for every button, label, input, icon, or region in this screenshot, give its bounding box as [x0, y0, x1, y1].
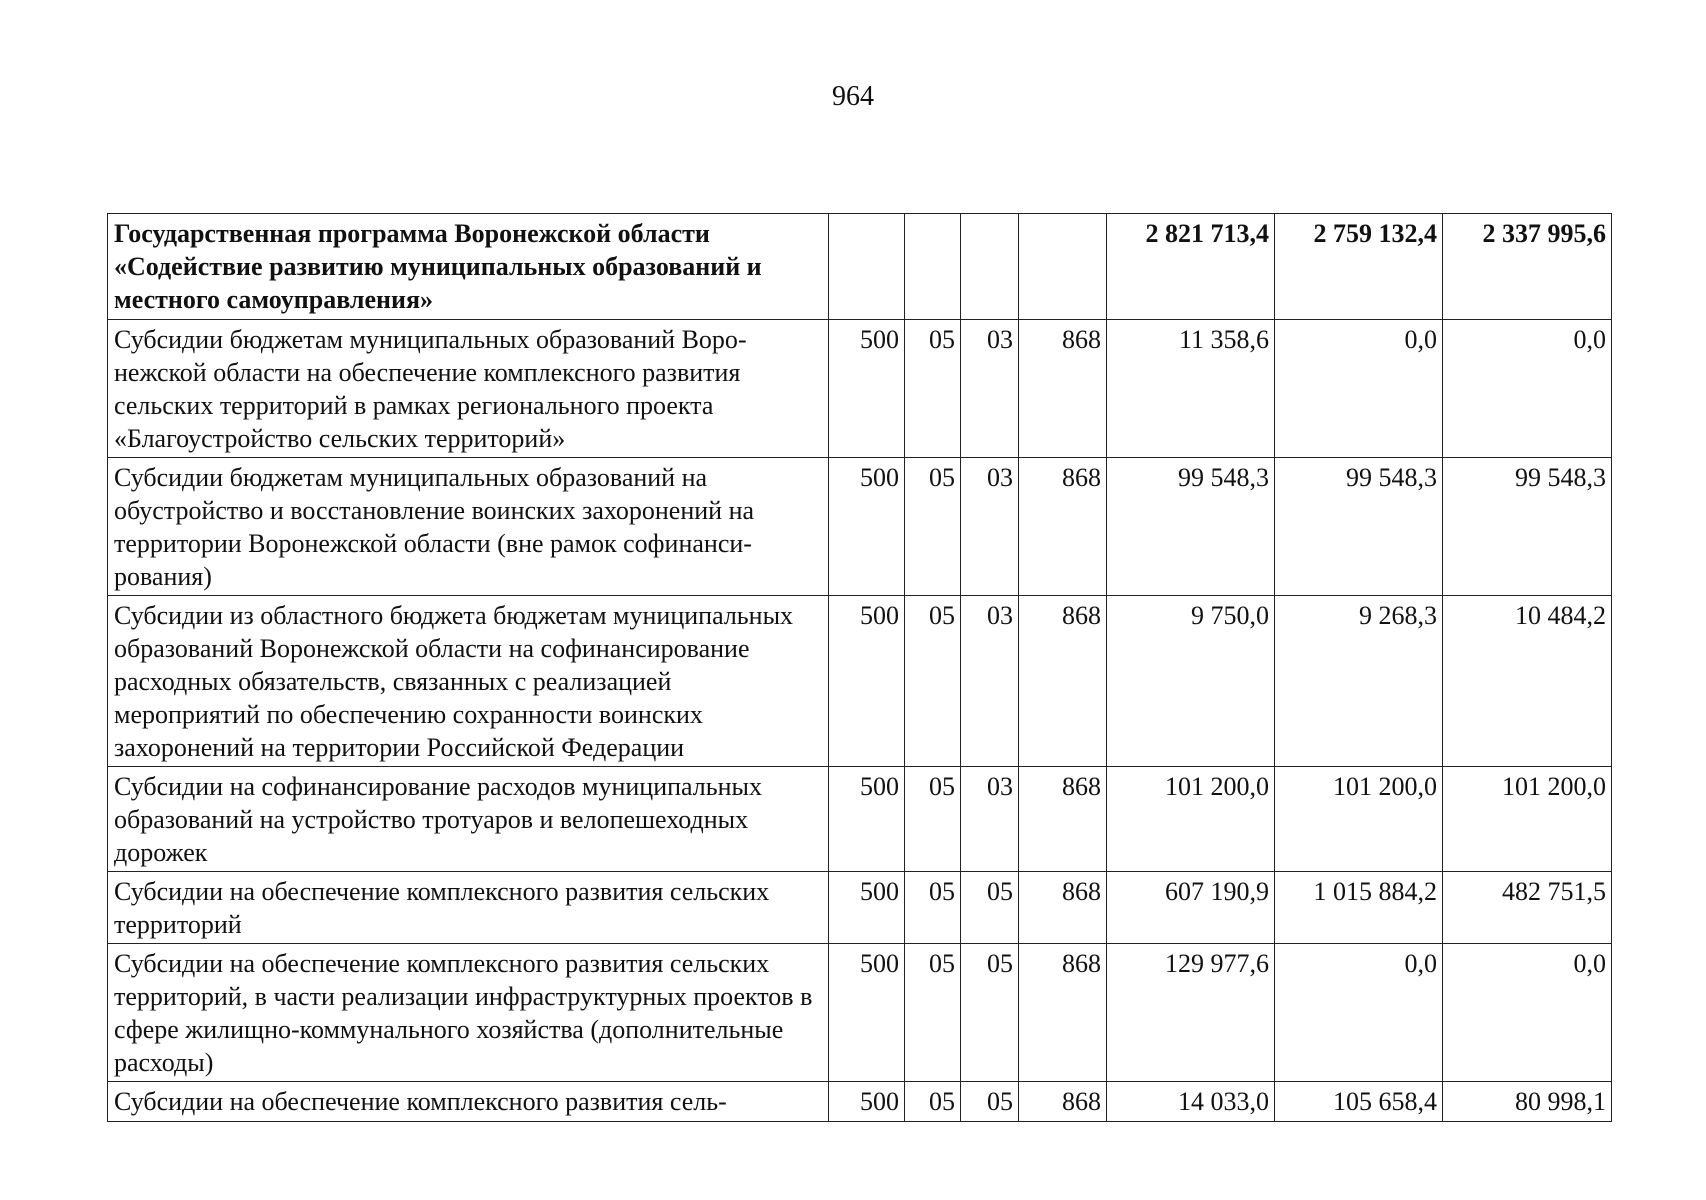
code-4-cell: 868: [1019, 1082, 1107, 1122]
amount-year-2: 9 268,3: [1275, 596, 1443, 767]
amount-year-3: 482 751,5: [1443, 872, 1612, 944]
amount-year-1: 607 190,9: [1107, 872, 1275, 944]
amount-year-2: 99 548,3: [1275, 458, 1443, 596]
code-2-cell: 05: [905, 944, 961, 1082]
code-3-cell: 03: [961, 320, 1019, 458]
code-2-cell: 05: [905, 458, 961, 596]
amount-year-3: 0,0: [1443, 944, 1612, 1082]
amount-year-2: 105 658,4: [1275, 1082, 1443, 1122]
code-1-cell: 500: [829, 458, 905, 596]
amount-year-3: 2 337 995,6: [1443, 214, 1612, 320]
amount-year-1: 129 977,6: [1107, 944, 1275, 1082]
code-3-cell: 03: [961, 458, 1019, 596]
amount-year-2: 2 759 132,4: [1275, 214, 1443, 320]
program-name: Государственная программа Воронежской области «Содействие развитию муниципальных образований и местного самоуправления»: [108, 214, 829, 320]
code-3-cell: 05: [961, 872, 1019, 944]
amount-year-2: 0,0: [1275, 320, 1443, 458]
code-2-cell: 05: [905, 872, 961, 944]
amount-year-2: 1 015 884,2: [1275, 872, 1443, 944]
row-description: Субсидии бюджетам муниципальных образований Воронежской области на обеспечение комплексного развития сельских территорий в рамках регионального проекта «Благоустройство сельских территорий»: [108, 320, 829, 458]
budget-table: [107, 213, 1612, 1122]
code-2-cell: 05: [905, 320, 961, 458]
amount-year-1: 14 033,0: [1107, 1082, 1275, 1122]
amount-year-1: 2 821 713,4: [1107, 214, 1275, 320]
code-3-cell: 05: [961, 944, 1019, 1082]
code-2-cell: 05: [905, 1082, 961, 1122]
code-1-cell: 500: [829, 872, 905, 944]
row-description: Субсидии на обеспечение комплексного развития сель-: [108, 1082, 829, 1122]
amount-year-1: 99 548,3: [1107, 458, 1275, 596]
page-number: 964: [832, 81, 874, 112]
row-description: Субсидии на обеспечение комплексного развития сельских территорий, в части реализации инфраструктурных проектов в сфере жилищно-коммунального хозяйства (дополнительные расходы): [108, 944, 829, 1082]
table-row: [108, 872, 1612, 944]
code-1-cell: 500: [829, 944, 905, 1082]
code-1-cell: 500: [829, 320, 905, 458]
amount-year-3: 10 484,2: [1443, 596, 1612, 767]
code-3-cell: 05: [961, 1082, 1019, 1122]
code-cell-empty: [829, 214, 905, 320]
code-4-cell: 868: [1019, 767, 1107, 872]
code-2-cell: 05: [905, 767, 961, 872]
amount-year-3: 101 200,0: [1443, 767, 1612, 872]
code-4-cell: 868: [1019, 320, 1107, 458]
amount-year-2: 101 200,0: [1275, 767, 1443, 872]
code-4-cell: 868: [1019, 596, 1107, 767]
code-cell-empty: [961, 214, 1019, 320]
code-3-cell: 03: [961, 767, 1019, 872]
table-row: [108, 596, 1612, 767]
table-row: [108, 767, 1612, 872]
row-description: Субсидии из областного бюджета бюджетам муниципальных образований Воронежской области на софинансирование расходных обязательств, связанных с реализацией мероприятий по обеспечению сохранности воинских захоронений на территории Российской Федерации: [108, 596, 829, 767]
code-2-cell: 05: [905, 596, 961, 767]
table-row: [108, 944, 1612, 1082]
code-3-cell: 03: [961, 596, 1019, 767]
table-row: [108, 1082, 1612, 1122]
code-4-cell: 868: [1019, 458, 1107, 596]
code-4-cell: 868: [1019, 872, 1107, 944]
amount-year-3: 0,0: [1443, 320, 1612, 458]
code-cell-empty: [905, 214, 961, 320]
amount-year-3: 80 998,1: [1443, 1082, 1612, 1122]
code-1-cell: 500: [829, 596, 905, 767]
amount-year-3: 99 548,3: [1443, 458, 1612, 596]
code-1-cell: 500: [829, 1082, 905, 1122]
row-description: Субсидии на обеспечение комплексного развития сельских территорий: [108, 872, 829, 944]
code-4-cell: 868: [1019, 944, 1107, 1082]
table-row: [108, 320, 1612, 458]
program-row: [108, 214, 1612, 320]
row-description: Субсидии бюджетам муниципальных образований на обустройство и восстановление воинских захоронений на территории Воронежской области (вне рамок софинансирования): [108, 458, 829, 596]
amount-year-1: 9 750,0: [1107, 596, 1275, 767]
table-row: [108, 458, 1612, 596]
amount-year-1: 11 358,6: [1107, 320, 1275, 458]
amount-year-1: 101 200,0: [1107, 767, 1275, 872]
code-cell-empty: [1019, 214, 1107, 320]
row-description: Субсидии на софинансирование расходов муниципальных образований на устройство тротуаров и велопешеходных дорожек: [108, 767, 829, 872]
amount-year-2: 0,0: [1275, 944, 1443, 1082]
code-1-cell: 500: [829, 767, 905, 872]
